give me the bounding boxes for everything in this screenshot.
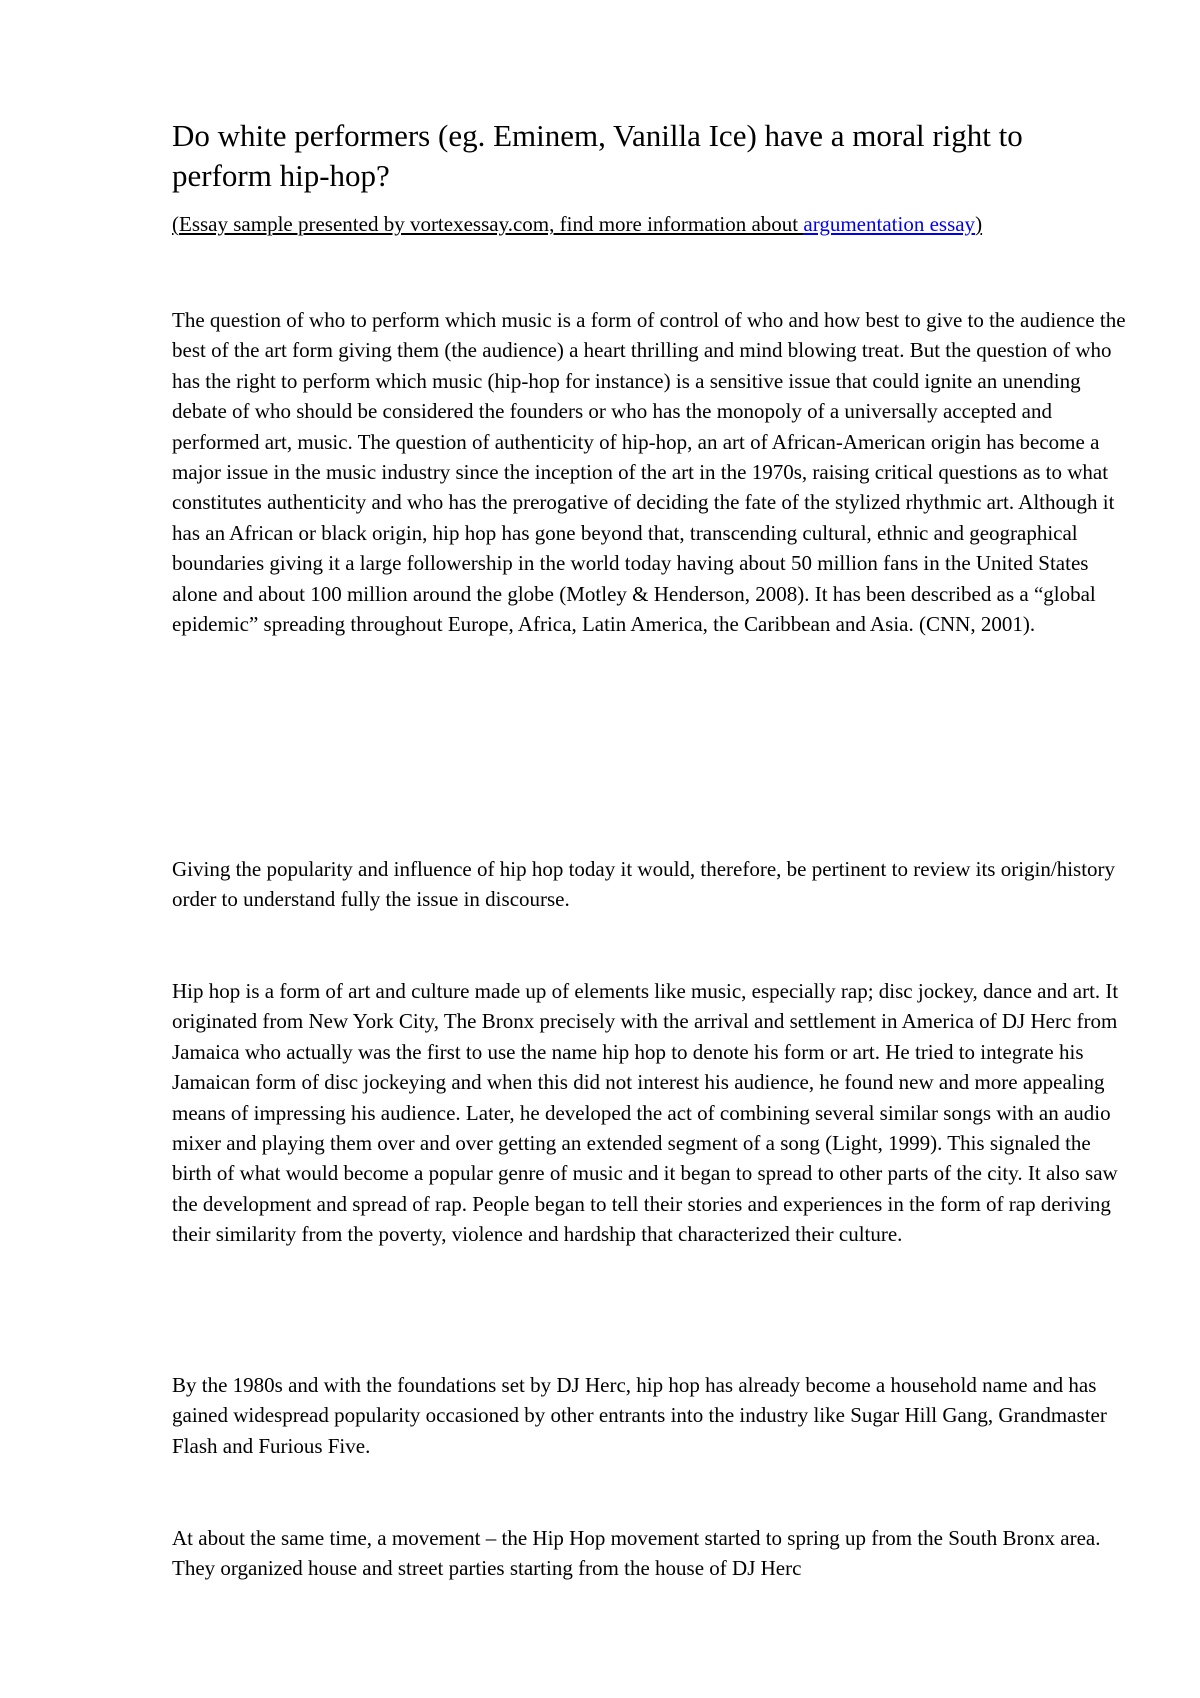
source-close-paren: ) — [975, 212, 983, 236]
source-note-text: Essay sample presented by vortexessay.com, find more information about — [179, 212, 804, 236]
source-open-paren: ( — [172, 212, 179, 236]
body-paragraph: At about the same time, a movement – the Hip Hop movement started to spring up from the South Bronx area. They organized house and street parties starting from the house of DJ Herc — [172, 1526, 1101, 1581]
body-paragraph: By the 1980s and with the foundations set by DJ Herc, hip hop has already become a household name and has gained widespread popularity occasioned by other entrants into the industry like Sugar Hill Gang, Grandmaster Flash and Furious Five. — [172, 1373, 1107, 1458]
essay-source-note — [172, 210, 1132, 238]
argumentation-essay-link[interactable]: argumentation essay — [803, 212, 976, 236]
page-title: Do white performers (eg. Eminem, Vanilla Ice) have a moral right to perform hip-hop? — [172, 118, 1023, 193]
body-paragraph: Giving the popularity and influence of hip hop today it would, therefore, be pertinent to review its origin/history order to understand fully the issue in discourse. — [172, 857, 1116, 912]
body-paragraph: Hip hop is a form of art and culture made up of elements like music, especially rap; disc jockey, dance and art. It originated from New York City, The Bronx precisely with the arrival and settlement in America of DJ Herc from Jamaica who actually was the first to use the name hip hop to denote his form or art. He tried to integrate his Jamaican form of disc jockeying and when this did not interest his audience, he found new and more appealing means of impressing his audience. Later, he developed the act of combining several similar songs with an audio mixer and playing them over and over getting an extended segment of a song (Light, 1999). This signaled the birth of what would become a popular genre of music and it began to spread to other parts of the city. It also saw the development and spread of rap. People began to tell their stories and experiences in the form of rap deriving their similarity from the poverty, violence and hardship that characterized their culture. — [172, 979, 1119, 1247]
body-paragraph: The question of who to perform which music is a form of control of who and how best to give to the audience the best of the art form giving them (the audience) a heart thrilling and mind blowing treat. But the question of who has the right to perform which music (hip-hop for instance) is a sensitive issue that could ignite an unending debate of who should be considered the founders or who has the monopoly of a universally accepted and performed art, music. The question of authenticity of hip-hop, an art of African-American origin has become a major issue in the music industry since the inception of the art in the 1970s, raising critical questions as to what constitutes authenticity and who has the prerogative of deciding the fate of the stylized rhythmic art. Although it has an African or black origin, hip hop has gone beyond that, transcending cultural, ethnic and geographical boundaries giving it a large followership in the world today having about 50 million fans in the United States alone and about 100 million around the globe (Motley & Henderson, 2008). It has been described as a “global epidemic” spreading throughout Europe, Africa, Latin America, the Caribbean and Asia. (CNN, 2001). — [172, 308, 1126, 637]
